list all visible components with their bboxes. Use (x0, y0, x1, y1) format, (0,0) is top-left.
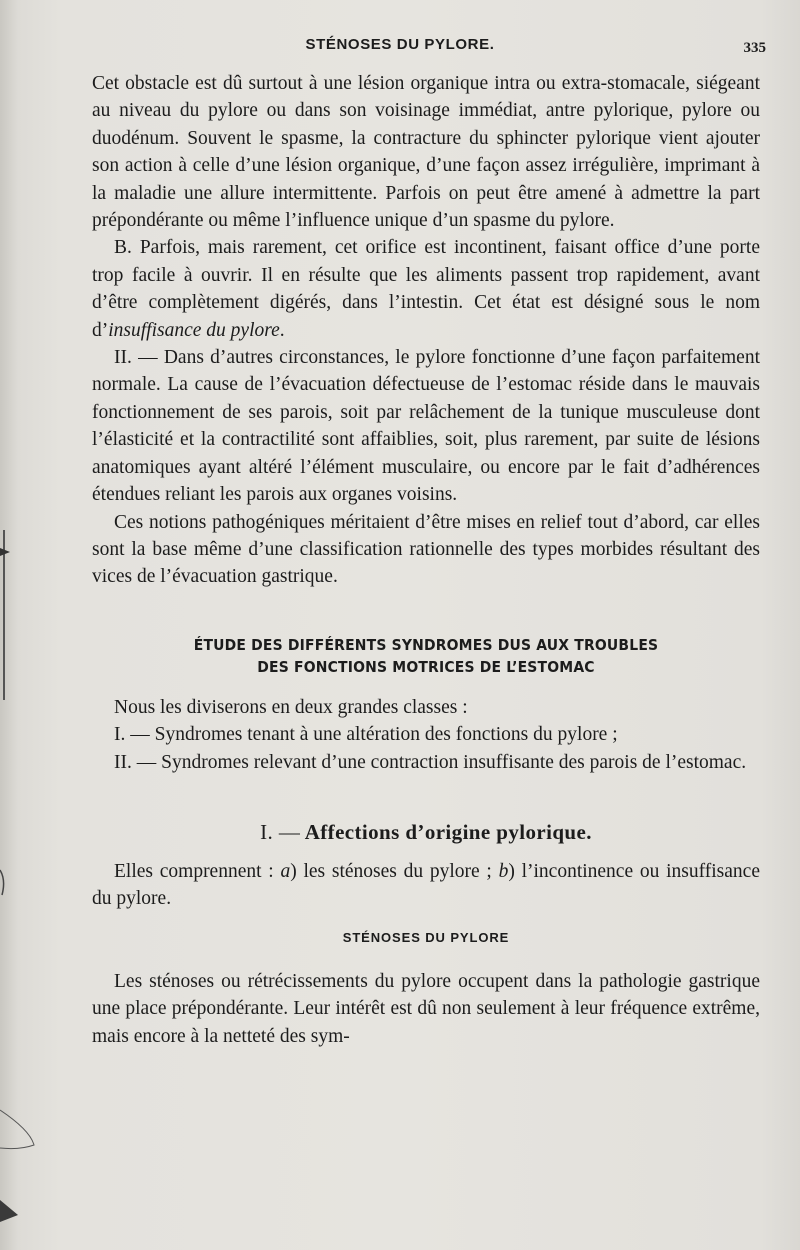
section-heading-line2: DES FONCTIONS MOTRICES DE L’ESTOMAC (257, 657, 595, 676)
paragraph-class-one: I. — Syndromes tenant à une altération des fonctions du pylore ; (114, 724, 618, 746)
paragraph-obstacle: Cet obstacle est dû surtout à une lésion organique intra ou extra-stomacale, siégeant au niveau du pylore ou dans son voisinage immédiat, antre pylorique, pylore ou duodénum. Souvent le spasme, la contracture du sphincter pylorique vient ajouter son action à celle d’une lésion organique, d’une façon assez irrégulière, imprimant à la maladie une allure intermittente. Parfois on peut être amené à admettre la part prépondérante ou même l’influence unique d’un spasme du pylore. (92, 73, 760, 232)
section-heading (125, 634, 726, 678)
paragraph-comprennent-b: ) les sténoses du pylore ; (290, 860, 499, 882)
paragraph-classes: Nous les diviserons en deux grandes classes : (114, 696, 468, 718)
chapter-number: I. — (260, 819, 301, 844)
term-insuffisance: insuffisance du pylore (108, 319, 280, 341)
chapter-heading (92, 818, 760, 846)
sub-heading: STÉNOSES DU PYLORE (342, 929, 510, 945)
paragraph-class-two: II. — Syndromes relevant d’une contraction insuffisante des parois de l’estomac. (114, 751, 747, 773)
body-text (92, 70, 760, 1050)
section-heading-line1: ÉTUDE DES DIFFÉRENTS SYNDROMES DUS AUX TROUBLES (193, 635, 659, 654)
paragraph-stenoses: Les sténoses ou rétrécissements du pylore occupent dans la pathologie gastrique une place prépondérante. Leur intérêt est dû non seulement à leur fréquence extrême, mais encore à la netteté des sym- (92, 970, 760, 1047)
running-title: STÉNOSES DU PYLORE. (305, 36, 495, 53)
letter-a: a (280, 860, 291, 882)
paragraph-comprennent-a: Elles comprennent : (114, 860, 281, 882)
paragraph-incontinence (92, 234, 760, 344)
chapter-title: Affections d’origine pylorique. (304, 819, 592, 844)
binding-edge-marks (0, 0, 40, 1250)
page-header (0, 36, 800, 60)
paragraph-incontinence-text: B. Parfois, mais rarement, cet orifice est incontinent, faisant office d’une porte trop facile à ouvrir. Il en résulte que les aliments passent trop rapidement, avant d’être complètement digérés, dans l’intestin. Cet état est désigné sous le nom d’ (92, 237, 760, 341)
letter-b: b (498, 860, 509, 882)
paragraph-comprennent-c: ) l’incontinence ou insuffisance du pylore. (92, 860, 760, 910)
page-number: 335 (743, 40, 766, 56)
paragraph-incontinence-end: . (279, 319, 285, 341)
paragraph-comprennent (92, 858, 760, 913)
paragraph-normal-pylore: II. — Dans d’autres circonstances, le pylore fonctionne d’une façon parfaitement normale. La cause de l’évacuation défectueuse de l’estomac réside dans le mauvais fonctionnement de ses parois, soit par relâchement de la tunique musculeuse dont l’élasticité et la contractilité sont affaiblies, soit, plus rarement, par suite de lésions anatomiques ayant altéré l’élément musculaire, ou encore par le fait d’adhérences étendues reliant les parois aux organes voisins. (92, 347, 760, 506)
paragraph-notions: Ces notions pathogéniques méritaient d’être mises en relief tout d’abord, car elles sont la base même d’une classification rationnelle des types morbides résultant des vices de l’évacuation gastrique. (92, 511, 760, 588)
